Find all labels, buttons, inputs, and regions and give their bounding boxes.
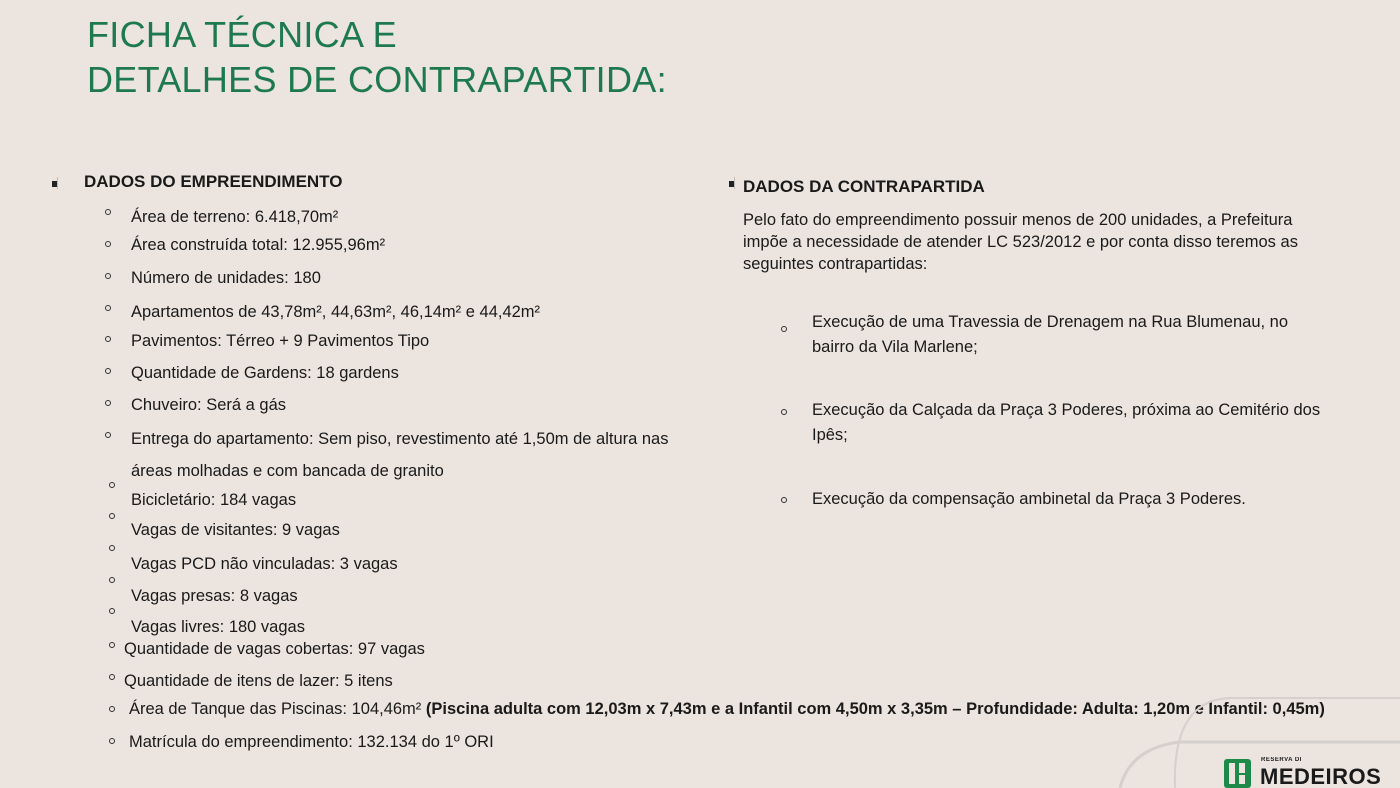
circle-bullet-icon — [105, 368, 111, 374]
circle-bullet-icon — [105, 432, 111, 438]
circle-bullet-icon — [105, 336, 111, 342]
contrapartida-intro: Pelo fato do empreendimento possuir menos de 200 unidades, a Prefeitura impõe a necessidade de atender LC 523/2012 e por conta disso teremos as seguintes contrapartidas: — [743, 211, 1298, 273]
circle-bullet-icon — [109, 513, 115, 519]
list-item: Área de terreno: 6.418,70m² — [131, 208, 339, 226]
circle-bullet-icon — [105, 305, 111, 311]
list-item: Vagas presas: 8 vagas — [131, 587, 298, 605]
list-item — [129, 698, 1325, 720]
square-bullet-icon — [52, 181, 58, 187]
page-title-line-1: FICHA TÉCNICA E — [87, 14, 397, 55]
circle-bullet-icon — [109, 674, 115, 680]
list-item: Execução da compensação ambinetal da Praça 3 Poderes. — [812, 490, 1246, 508]
list-item: Quantidade de vagas cobertas: 97 vagas — [124, 640, 425, 658]
list-item: Quantidade de Gardens: 18 gardens — [131, 364, 399, 382]
list-item: Execução de uma Travessia de Drenagem na Rua Blumenau, no — [812, 313, 1289, 331]
list-item: Número de unidades: 180 — [131, 269, 321, 287]
circle-bullet-icon — [109, 577, 115, 583]
circle-bullet-icon — [109, 738, 115, 744]
piscinas-detail: (Piscina adulta com 12,03m x 7,43m e a Infantil com 4,50m x 3,35m – Profundidade: Adulta: 1,20m e Infantil: 0,45m) — [425, 700, 1325, 718]
list-item: Apartamentos de 43,78m², 44,63m², 46,14m² e 44,42m² — [131, 303, 541, 321]
circle-bullet-icon — [105, 209, 111, 215]
logo-mark-icon — [1224, 759, 1251, 788]
page-title-line-2: DETALHES DE CONTRAPARTIDA: — [87, 59, 667, 100]
empreendimento-heading: DADOS DO EMPREENDIMENTO — [84, 172, 343, 191]
list-item: Matrícula do empreendimento: 132.134 do 1º ORI — [129, 733, 494, 751]
list-item-continuation: bairro da Vila Marlene; — [812, 338, 978, 356]
list-item: Execução da Calçada da Praça 3 Poderes, próxima ao Cemitério dos — [812, 401, 1321, 419]
list-item: Bicicletário: 184 vagas — [131, 491, 297, 509]
logo — [1224, 757, 1384, 788]
circle-bullet-icon — [109, 642, 115, 648]
circle-bullet-icon — [109, 608, 115, 614]
list-item: Área construída total: 12.955,96m² — [131, 236, 386, 254]
piscinas-area-label: Área de Tanque das Piscinas: 104,46m² — [129, 700, 422, 718]
list-item: Quantidade de itens de lazer: 5 itens — [124, 672, 393, 690]
page-title — [87, 12, 667, 102]
circle-bullet-icon — [109, 545, 115, 551]
circle-bullet-icon — [781, 497, 787, 503]
circle-bullet-icon — [781, 409, 787, 415]
list-item: Vagas livres: 180 vagas — [131, 618, 305, 636]
list-item: Vagas de visitantes: 9 vagas — [131, 521, 340, 539]
circle-bullet-icon — [109, 482, 115, 488]
list-item: Chuveiro: Será a gás — [131, 396, 287, 414]
circle-bullet-icon — [105, 241, 111, 247]
logo-big-text: MEDEIROS — [1260, 764, 1382, 788]
list-item: Pavimentos: Térreo + 9 Pavimentos Tipo — [131, 332, 430, 350]
circle-bullet-icon — [105, 400, 111, 406]
square-bullet-icon — [729, 181, 735, 187]
circle-bullet-icon — [109, 706, 115, 712]
circle-bullet-icon — [105, 273, 111, 279]
list-item: Vagas PCD não vinculadas: 3 vagas — [131, 555, 398, 573]
contrapartida-heading: DADOS DA CONTRAPARTIDA — [743, 177, 985, 196]
logo-small-text: RESERVA DI — [1261, 757, 1302, 763]
list-item-continuation: áreas molhadas e com bancada de granito — [131, 462, 444, 480]
circle-bullet-icon — [781, 326, 787, 332]
list-item-continuation: Ipês; — [812, 426, 848, 444]
list-item: Entrega do apartamento: Sem piso, revestimento até 1,50m de altura nas — [131, 430, 669, 448]
